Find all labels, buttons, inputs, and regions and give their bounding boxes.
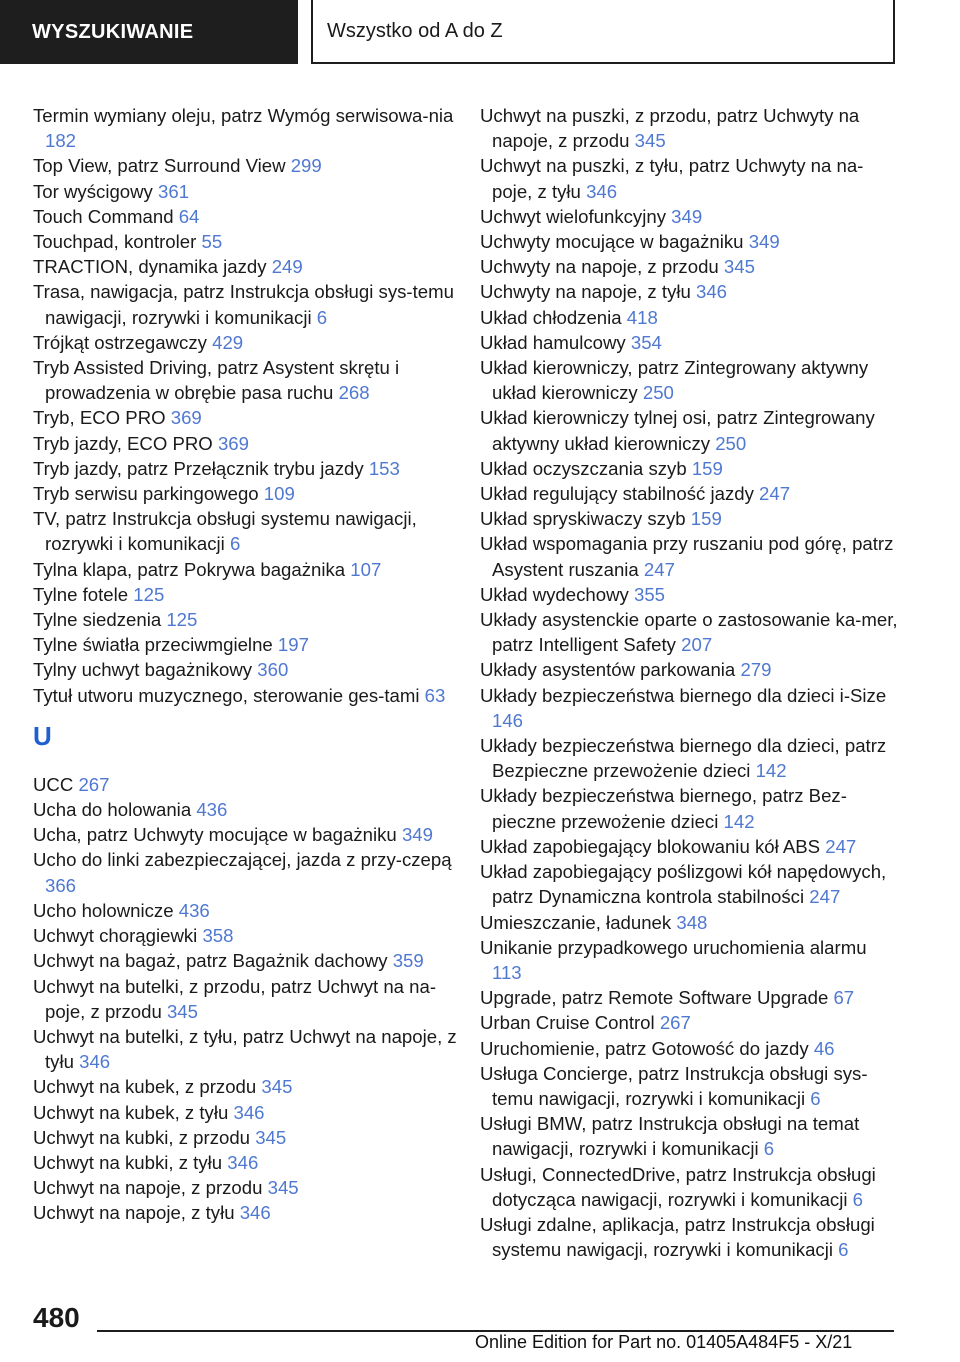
index-entry — [480, 657, 900, 682]
index-entry-text: Upgrade, patrz Remote Software Upgrade — [480, 987, 834, 1009]
index-entry — [33, 431, 473, 456]
index-entry-text: Układy bezpieczeństwa biernego dla dzieci i-Size — [480, 684, 887, 706]
index-entry-text: Tryb serwisu parkingowego — [33, 483, 264, 505]
index-page-link[interactable]: 247 — [759, 483, 791, 505]
index-entry — [33, 456, 473, 481]
index-entry-text: Układ wspomagania przy ruszaniu pod górę, patrz Asystent ruszania — [480, 533, 894, 580]
index-entry-text: Tor wyścigowy — [33, 180, 159, 202]
index-entry-text: Tryb Assisted Driving, patrz Asystent skrętu i prowadzenia w obrębie pasa ruchu — [33, 357, 400, 404]
index-entry — [33, 923, 473, 948]
index-entry-text: Tylne fotele — [33, 583, 134, 605]
index-entry — [33, 153, 473, 178]
index-entry-text: Układ wydechowy — [480, 583, 634, 605]
index-page-link[interactable]: 67 — [833, 987, 855, 1009]
index-entry — [33, 683, 473, 708]
index-page-link[interactable]: 250 — [715, 432, 747, 454]
index-entry-text: Touchpad, kontroler — [33, 231, 202, 253]
index-entry-text: Umieszczanie, ładunek — [480, 911, 677, 933]
index-entry — [480, 1010, 900, 1035]
index-entry — [33, 898, 473, 923]
index-entry-text: UCC — [33, 773, 79, 795]
index-page-link[interactable]: 349 — [671, 205, 703, 227]
index-page-link[interactable]: 360 — [257, 659, 289, 681]
index-entry — [33, 632, 473, 657]
index-page-link[interactable]: 299 — [290, 155, 322, 177]
index-entry-text: Układy bezpieczeństwa biernego dla dzieci, patrz Bezpieczne przewożenie dzieci — [480, 735, 887, 782]
index-entry — [33, 355, 473, 405]
index-entry-text: Usługi zdalne, aplikacja, patrz Instrukcja obsługi systemu nawigacji, rozrywki i komunikacji — [480, 1213, 875, 1261]
index-page-link[interactable]: 345 — [723, 256, 755, 278]
index-entry-text: Uchwyt na butelki, z przodu, patrz Uchwyt na na‐poje, z przodu — [33, 975, 437, 1022]
section-tab[interactable]: WYSZUKIWANIE — [0, 0, 298, 64]
index-page-link[interactable]: 197 — [277, 634, 309, 656]
index-entry — [33, 948, 473, 973]
index-page-link[interactable]: 207 — [681, 634, 713, 656]
index-page-link[interactable]: 345 — [267, 1177, 299, 1199]
index-entry — [480, 985, 900, 1010]
index-entry — [480, 305, 900, 330]
index-entry — [33, 405, 473, 430]
index-page-link[interactable]: 55 — [201, 231, 223, 253]
index-entry — [33, 822, 473, 847]
index-entry — [33, 607, 473, 632]
index-entry-text: Ucha do holowania — [33, 799, 197, 821]
page-number: 480 — [33, 1302, 80, 1333]
index-entry-text: Top View, patrz Surround View — [33, 155, 291, 177]
index-entry-text: Uchwyt na puszki, z przodu, patrz Uchwyty na napoje, z przodu — [480, 105, 860, 152]
index-entry — [480, 481, 900, 506]
index-entry-text: Tylna klapa, patrz Pokrywa bagażnika — [33, 558, 351, 580]
index-entry — [480, 355, 900, 405]
index-entry — [33, 772, 473, 797]
index-page-link[interactable]: 125 — [166, 609, 198, 631]
index-page-link[interactable]: 64 — [178, 205, 200, 227]
index-page-link[interactable]: 109 — [263, 483, 295, 505]
index-entry — [33, 1200, 473, 1225]
index-entry-text: Układ kierowniczy, patrz Zintegrowany aktywny układ kierowniczy — [480, 357, 869, 404]
index-entry-text: Uchwyt wielofunkcyjny — [480, 205, 672, 227]
index-entry-text: Tylne siedzenia — [33, 609, 167, 631]
index-page-link[interactable]: 6 — [838, 1239, 849, 1261]
index-entry-text: Uchwyty na napoje, z tyłu — [480, 281, 696, 303]
index-entry-text: TRACTION, dynamika jazdy — [33, 256, 272, 278]
index-page-link[interactable]: 346 — [696, 281, 728, 303]
index-page-link[interactable]: 267 — [78, 773, 110, 795]
index-entry — [480, 834, 900, 859]
index-column-left — [33, 103, 473, 1226]
index-entry-text: Układ hamulcowy — [480, 331, 631, 353]
index-page-link[interactable]: 6 — [852, 1188, 863, 1210]
index-entry-text: Tytuł utworu muzycznego, sterowanie ges‐tami — [33, 684, 425, 706]
index-page-link[interactable]: 345 — [255, 1126, 287, 1148]
index-list-u — [33, 772, 473, 1226]
index-entry — [480, 1111, 900, 1161]
index-entry-text: Trójkąt ostrzegawczy — [33, 331, 213, 353]
index-entry-text: Uchwyty mocujące w bagażniku — [480, 231, 749, 253]
index-entry-text: Uchwyty na napoje, z przodu — [480, 256, 724, 278]
index-entry-text: Unikanie przypadkowego uruchomienia alarmu — [480, 936, 867, 958]
index-entry — [480, 1061, 900, 1111]
page-header — [0, 0, 960, 66]
index-page-link[interactable]: 354 — [630, 331, 662, 353]
index-page-link[interactable]: 268 — [338, 382, 370, 404]
index-entry-text: Uchwyt chorągiewki — [33, 925, 203, 947]
index-entry — [480, 229, 900, 254]
index-page-link[interactable]: 348 — [676, 911, 708, 933]
index-entry — [480, 103, 900, 153]
index-entry — [480, 683, 900, 733]
index-entry — [480, 783, 900, 833]
index-entry — [480, 935, 900, 985]
index-entry — [480, 733, 900, 783]
index-page-link[interactable]: 346 — [227, 1151, 259, 1173]
index-page-link[interactable]: 345 — [166, 1000, 198, 1022]
index-entry-text: Usługa Concierge, patrz Instrukcja obsługi sys‐temu nawigacji, rozrywki i komunikacji — [480, 1062, 868, 1109]
index-entry-text: Układ zapobiegający blokowaniu kół ABS — [480, 835, 826, 857]
index-page-link[interactable]: 429 — [212, 331, 244, 353]
index-entry — [480, 506, 900, 531]
index-page-link[interactable]: 6 — [316, 306, 328, 328]
index-page-link[interactable]: 142 — [723, 810, 755, 832]
index-page-link[interactable]: 6 — [763, 1138, 775, 1160]
index-entry-text: Układy asystentów parkowania — [480, 659, 741, 681]
index-entry-text: Uchwyt na kubek, z przodu — [33, 1076, 262, 1098]
index-entry-text: Układy asystenckie oparte o zastosowanie ka‐mer, patrz Intelligent Safety — [480, 609, 898, 656]
index-page-link[interactable]: 249 — [271, 256, 303, 278]
index-entry-text: Ucha, patrz Uchwyty mocujące w bagażniku — [33, 824, 402, 846]
index-entry — [480, 1036, 900, 1061]
index-page-link[interactable]: 125 — [133, 583, 165, 605]
index-entry — [480, 330, 900, 355]
index-page-link[interactable]: 346 — [233, 1101, 265, 1123]
index-page-link[interactable]: 247 — [809, 886, 841, 908]
index-entry — [33, 229, 473, 254]
index-entry — [480, 1162, 900, 1212]
index-entry — [33, 847, 473, 897]
index-entry — [480, 279, 900, 304]
index-entry-text: Układy bezpieczeństwa biernego, patrz Bez‐pieczne przewożenie dzieci — [480, 785, 847, 832]
index-page-link[interactable]: 346 — [239, 1202, 271, 1224]
index-entry — [33, 974, 473, 1024]
index-page-link[interactable]: 355 — [633, 583, 666, 605]
index-entry — [33, 1175, 473, 1200]
index-entry — [480, 254, 900, 279]
current-tab[interactable]: Wszystko od A do Z — [311, 0, 895, 64]
index-entry — [33, 179, 473, 204]
index-page-link[interactable]: 6 — [229, 533, 241, 555]
page-footer — [0, 1290, 960, 1362]
index-entry-text: Układ kierowniczy tylnej osi, patrz Zintegrowany aktywny układ kierowniczy — [480, 407, 875, 454]
index-entry-text: Tryb jazdy, patrz Przełącznik trybu jazdy — [33, 457, 369, 479]
index-page-link[interactable]: 349 — [748, 231, 780, 253]
index-entry-text: Układ spryskiwaczy szyb — [480, 508, 691, 530]
index-entry — [33, 1100, 473, 1125]
index-page-link[interactable]: 436 — [196, 799, 228, 821]
index-entry-text: Układ zapobiegający poślizgowi kół napędowych, patrz Dynamiczna kontrola stabilności — [480, 861, 887, 908]
index-entry-text: TV, patrz Instrukcja obsługi systemu nawigacji, rozrywki i komunikacji — [33, 508, 417, 555]
index-entry-text: Ucho holownicze — [33, 899, 179, 921]
index-entry — [480, 456, 900, 481]
index-entry — [33, 204, 473, 229]
index-entry-text: Tylny uchwyt bagażnikowy — [33, 659, 258, 681]
index-column-right — [480, 103, 900, 1262]
index-entry-text: Usługi BMW, patrz Instrukcja obsługi na temat nawigacji, rozrywki i komunikacji — [480, 1113, 860, 1160]
index-page-link[interactable]: 358 — [202, 925, 234, 947]
index-page-link[interactable]: 142 — [755, 760, 787, 782]
index-entry-text: Tryb jazdy, ECO PRO — [33, 432, 218, 454]
index-entry — [33, 254, 473, 279]
index-entry-text: Uchwyt na kubek, z tyłu — [33, 1101, 234, 1123]
index-entry — [480, 153, 900, 203]
index-page-link[interactable]: 6 — [810, 1087, 821, 1109]
index-page-link[interactable]: 46 — [813, 1037, 835, 1059]
index-entry-text: Uchwyt na napoje, z przodu — [33, 1177, 268, 1199]
index-entry-text: Uchwyt na kubki, z przodu — [33, 1126, 256, 1148]
index-page-link[interactable]: 247 — [643, 558, 675, 580]
index-page-link[interactable]: 279 — [740, 659, 772, 681]
index-entry — [480, 204, 900, 229]
index-page-link[interactable]: 359 — [392, 950, 424, 972]
index-entry — [480, 1212, 900, 1262]
index-page-link[interactable]: 366 — [45, 874, 77, 896]
index-entry — [33, 582, 473, 607]
index-entry-text: Touch Command — [33, 205, 179, 227]
index-entry-text: Tryb, ECO PRO — [33, 407, 171, 429]
index-entry-text: Uchwyt na kubki, z tyłu — [33, 1151, 228, 1173]
index-entry-text: Uruchomienie, patrz Gotowość do jazdy — [480, 1037, 814, 1059]
index-entry-text: Uchwyt na napoje, z tyłu — [33, 1202, 240, 1224]
index-entry — [480, 531, 900, 581]
index-page-link[interactable]: 250 — [642, 382, 674, 404]
index-entry-text: Ucho do linki zabezpieczającej, jazda z przy‐czepą — [33, 849, 452, 871]
index-page-link[interactable]: 369 — [170, 407, 202, 429]
index-page-link[interactable]: 345 — [261, 1076, 293, 1098]
index-entry-text: Uchwyt na bagaż, patrz Bagażnik dachowy — [33, 950, 393, 972]
index-list-u-continued — [480, 103, 900, 1262]
index-page-link[interactable]: 345 — [634, 130, 666, 152]
index-page-link[interactable]: 113 — [492, 961, 522, 983]
index-entry-text: Termin wymiany oleju, patrz Wymóg serwisowa‐nia — [33, 105, 454, 126]
index-page-link[interactable]: 146 — [492, 709, 524, 731]
index-letter-heading: U — [33, 720, 52, 751]
index-entry — [33, 279, 473, 329]
index-entry-text: Usługi, ConnectedDrive, patrz Instrukcja obsługi dotycząca nawigacji, rozrywki i komunikacji — [480, 1163, 876, 1210]
index-page-link[interactable]: 349 — [401, 824, 433, 846]
index-entry — [480, 607, 900, 657]
index-entry — [480, 582, 900, 607]
index-entry-text: Układ chłodzenia — [480, 306, 627, 328]
index-entry — [33, 557, 473, 582]
index-entry-text: Tylne światła przeciwmgielne — [33, 634, 278, 656]
index-entry-text: Układ regulujący stabilność jazdy — [480, 483, 760, 505]
index-page-link[interactable]: 182 — [45, 130, 77, 152]
index-entry — [33, 103, 473, 153]
index-entry — [33, 506, 473, 556]
index-entry-text: Uchwyt na puszki, z tyłu, patrz Uchwyty na na‐poje, z tyłu — [480, 155, 864, 202]
index-entry — [480, 405, 900, 455]
index-page-link[interactable]: 267 — [659, 1012, 691, 1034]
edition-note: Online Edition for Part no. 01405A484F5 - X/21 — [475, 1332, 853, 1352]
index-entry — [480, 910, 900, 935]
index-page-link[interactable]: 346 — [79, 1051, 111, 1073]
index-list-t — [33, 103, 473, 708]
index-page-link[interactable]: 159 — [690, 508, 722, 530]
index-page-link[interactable]: 153 — [368, 457, 400, 479]
index-entry — [33, 1074, 473, 1099]
index-page-link[interactable]: 346 — [586, 180, 618, 202]
index-entry-text: Trasa, nawigacja, patrz Instrukcja obsługi sys‐temu nawigacji, rozrywki i komunikacji — [33, 281, 454, 328]
index-page-link[interactable]: 107 — [350, 558, 382, 580]
index-page-link[interactable]: 361 — [158, 180, 190, 202]
index-entry — [33, 1024, 473, 1074]
index-page-link[interactable]: 369 — [217, 432, 249, 454]
index-entry — [33, 657, 473, 682]
index-page-link[interactable]: 63 — [424, 684, 446, 706]
index-entry — [33, 1125, 473, 1150]
index-entry — [33, 330, 473, 355]
index-entry — [33, 481, 473, 506]
index-entry — [33, 1150, 473, 1175]
index-page-link[interactable]: 247 — [825, 835, 857, 857]
index-entry-text: Układ oczyszczania szyb — [480, 457, 692, 479]
index-entry-text: Uchwyt na butelki, z tyłu, patrz Uchwyt na napoje, z tyłu — [33, 1025, 457, 1073]
index-page-link[interactable]: 159 — [691, 457, 723, 479]
index-page-link[interactable]: 436 — [178, 899, 210, 921]
index-entry — [480, 859, 900, 909]
index-entry — [33, 797, 473, 822]
index-entry-text: Urban Cruise Control — [480, 1012, 660, 1034]
index-page-link[interactable]: 418 — [626, 306, 658, 328]
